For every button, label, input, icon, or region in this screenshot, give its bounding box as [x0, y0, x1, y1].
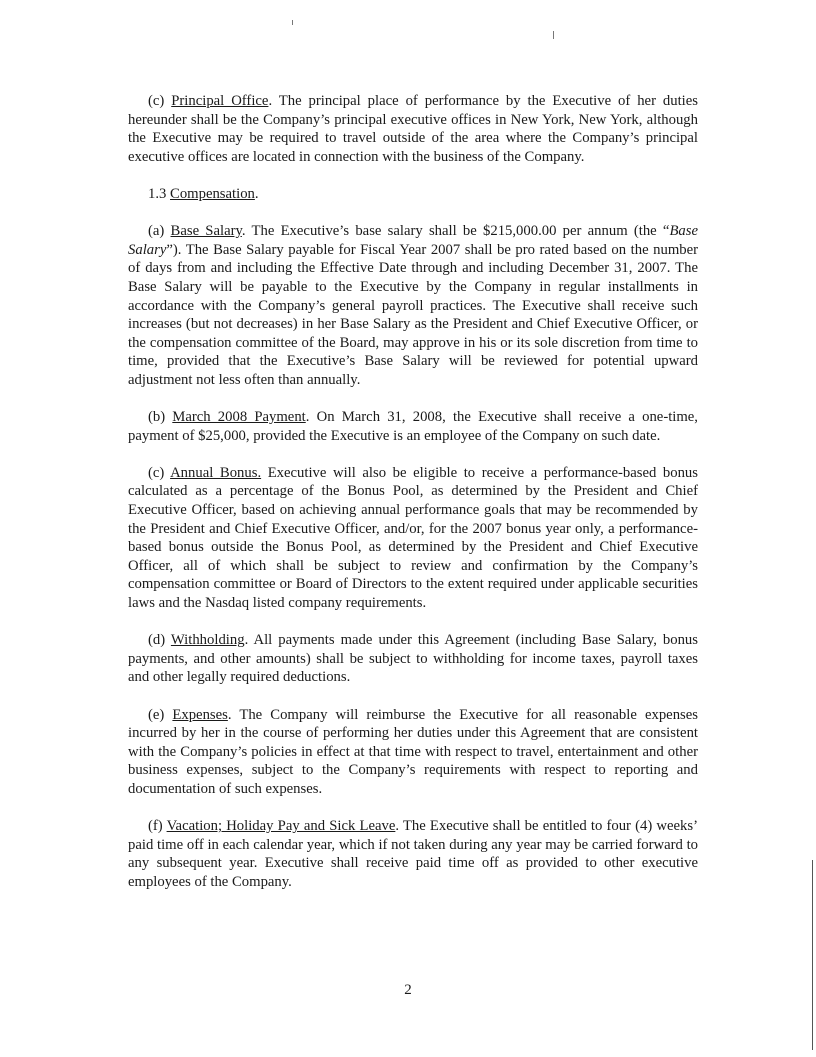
paragraph-label: (f)	[148, 818, 167, 835]
document-page	[128, 92, 698, 910]
scan-edge-line	[812, 860, 813, 1050]
paragraph-vacation	[128, 817, 698, 891]
paragraph-withholding	[128, 631, 698, 687]
paragraph-text: ”). The Base Salary payable for Fiscal Year 2007 shall be pro rated based on the number of days from and including the Effective Date through and including December 31, 2007. The Base Salary will be payable to the Executive by the Company in regular installments in accordance with the Company’s general payroll practices. The Executive shall receive such increases (but not decreases) in her Base Salary as the President and Chief Executive Officer, or the compensation committee of the Board, may approve in his or its sole discretion from time to time, provided that the Executive’s Base Salary will be reviewed for potential upward adjustment not less often than annually.	[128, 241, 698, 388]
section-number: 1.3	[148, 185, 171, 202]
defined-term-vacation: Vacation; Holiday Pay and Sick Leave	[166, 818, 396, 835]
paragraph-label: (b)	[148, 409, 173, 426]
paragraph-principal-office	[128, 92, 698, 166]
paragraph-text: . The Executive’s base salary shall be $215,000.00 per annum (the “	[241, 223, 670, 240]
scan-speck-top-right	[553, 31, 554, 39]
defined-term-principal-office: Principal Office	[171, 93, 269, 109]
paragraph-text: . On March 31, 2008, the Executive shall receive a one-time, payment of $25,000, provided the Executive is an employee of the Company on such date.	[128, 409, 698, 444]
scan-speck-top	[292, 20, 293, 25]
defined-term-withholding: Withholding	[170, 632, 245, 649]
defined-term-italic: Base Salary	[128, 223, 698, 258]
section-trail: .	[254, 185, 259, 202]
paragraph-base-salary	[128, 222, 698, 389]
paragraph-text: Executive will also be eligible to receive a performance-based bonus calculated as a percentage of the Bonus Pool, as determined by the President and Chief Executive Officer, based on achieving annual performance goals that may be recommended by the President and Chief Executive Officer, and/or, for the 2007 bonus year only, a performance-based bonus outside the Bonus Pool, as determined by the President and Chief Executive Officer, all of which shall be subject to review and confirmation by the Company’s compensation committee or Board of Directors to the extent required under applicable securities laws and the Nasdaq listed company requirements.	[128, 464, 698, 612]
paragraph-expenses	[128, 706, 698, 799]
defined-term-annual-bonus: Annual Bonus.	[170, 464, 262, 481]
paragraph-annual-bonus	[128, 464, 698, 613]
defined-term-expenses: Expenses	[172, 706, 228, 723]
paragraph-label: (d)	[148, 632, 171, 649]
section-heading-compensation	[128, 185, 698, 204]
section-title: Compensation	[170, 185, 255, 202]
paragraph-text: . The Company will reimburse the Executive for all reasonable expenses incurred by her in the course of performing her duties under this Agreement that are consistent with the Company’s policies in effect at that time with respect to travel, entertainment and other business expenses, subject to the Company’s requirements with respect to reporting and documentation of such expenses.	[128, 706, 698, 797]
paragraph-label: (a)	[148, 223, 171, 240]
page-number: 2	[404, 982, 412, 998]
paragraph-label: (c)	[148, 464, 171, 481]
defined-term-march-payment: March 2008 Payment	[172, 409, 306, 426]
paragraph-label: (c)	[148, 93, 172, 109]
defined-term-base-salary: Base Salary	[170, 223, 242, 240]
paragraph-text: . All payments made under this Agreement (including Base Salary, bonus payments, and other amounts) shall be subject to withholding for income taxes, payroll taxes and other legally required deductions.	[128, 632, 698, 686]
paragraph-label: (e)	[148, 706, 173, 723]
paragraph-text: . The Executive shall be entitled to four (4) weeks’ paid time off in each calendar year, which if not taken during any year may be carried forward to any subsequent year. Executive shall receive paid time off as provided to other executive employees of the Company.	[128, 818, 698, 890]
paragraph-text: . The principal place of performance by the Executive of her duties hereunder shall be the Company’s principal executive offices in New York, New York, although the Executive may be required to travel outside of the area where the Company’s principal executive offices are located in connection with the business of the Company.	[128, 93, 698, 165]
paragraph-march-payment	[128, 408, 698, 445]
